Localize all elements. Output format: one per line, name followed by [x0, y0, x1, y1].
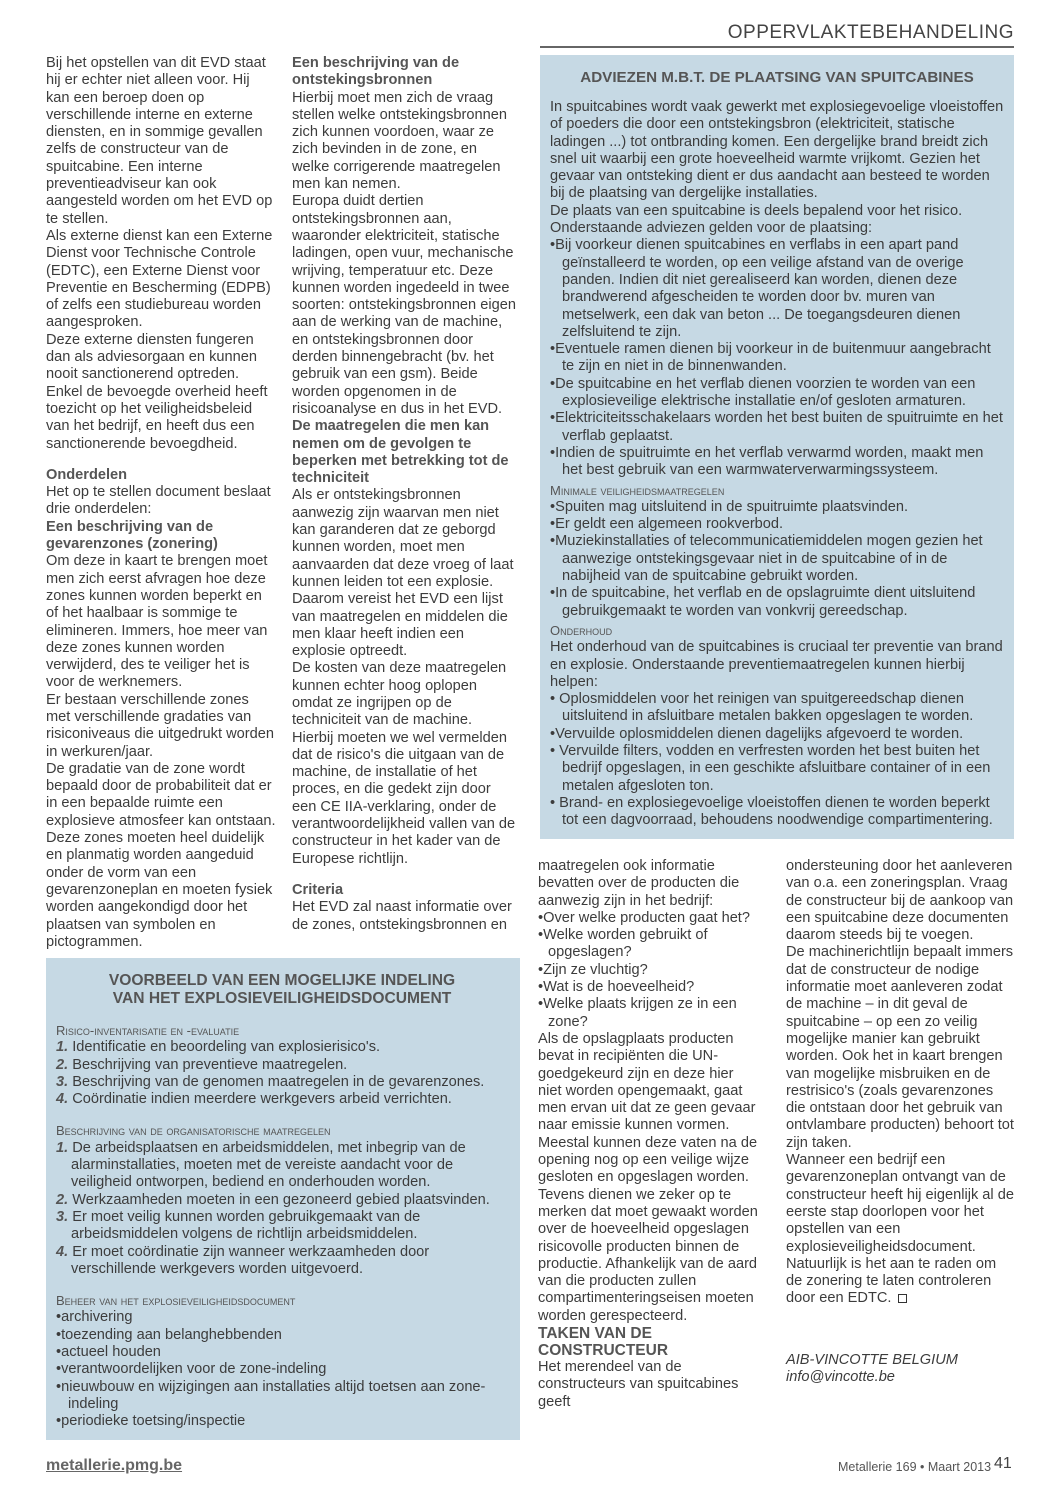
paragraph: Enkel de bevoegde overheid heeft toezicht op het veiligheidsbeleid van het bedrijf, en heeft dus een sanctionerende bevoegdheid.	[46, 383, 268, 452]
paragraph: Het onderhoud van de spuitcabines is cruciaal ter preventie van brand en explosie. Onderstaande preventiemaatregelen kunnen hierbij helpen:	[550, 639, 1003, 690]
paragraph: De machinerichtlijn bepaalt immers dat de constructeur de nodige informatie moet aanleveren zodat de machine – in dit geval de spuitcabine – op een zo veilig mogelijke manier kan gebruikt worden. Ook het in kaart brengen van mogelijke misbruiken en de restrisico's (zoals gevarenzones die ontstaan door het gebruik van ontvlambare producten) behoort tot zijn taken.	[786, 944, 1014, 1151]
paragraph: ondersteuning door het aanleveren van o.a. een zoneringsplan. Vraag de constructeur bij de aankoop van een spuitcabine deze documenten daarom steeds bij te voegen.	[786, 858, 1014, 944]
end-mark-icon	[898, 1294, 907, 1303]
paragraph: De gradatie van de zone wordt bepaald door de probabiliteit dat er in een bepaalde ruimte een explosieve atmosfeer kan ontstaan. Deze zones moeten heel duidelijk en planmatig worden aangeduid onder de vorm van een gevarenzoneplan en moeten fysiek worden aangekondigd door het plaatsen van symbolen en pictogrammen.	[46, 760, 276, 950]
list-item: 4. Er moet coördinatie zijn wanneer werkzaamheden door verschillende werkgevers worden uitgevoerd.	[56, 1243, 430, 1277]
page-number: 41	[994, 1455, 1012, 1472]
paragraph: maatregelen ook informatie bevatten over de producten die aanwezig zijn in het bedrijf:	[538, 858, 740, 909]
list-item: • toezending aan belanghebbenden	[56, 1327, 508, 1344]
sidebar-box-adviezen	[540, 55, 1014, 839]
list-item: 1. De arbeidsplaatsen en arbeidsmiddelen, met inbegrip van de alarminstallaties, moeten met de vereiste aandacht voor de veiligheid ontworpen, bediend en onderhouden worden.	[56, 1139, 466, 1191]
paragraph: Deze externe diensten fungeren dan als adviesorgaan en kunnen nooit sanctionerend optreden.	[46, 331, 257, 383]
list-item: • Spuiten mag uitsluitend in de spuitruimte plaatsvinden.	[550, 499, 1004, 516]
list-item: • Vervuilde oplosmiddelen dienen dagelijks afgevoerd te worden.	[550, 726, 1004, 743]
paragraph: De kosten van deze maatregelen kunnen echter hoog oplopen omdat ze ingrijpen op de techniciteit van de machine.	[292, 660, 507, 729]
numbered-list-organisatorisch	[56, 1140, 508, 1278]
paragraph: Er bestaan verschillende zones met verschillende gradaties van risiconiveaus die uitgedrukt worden in werkuren/jaar.	[46, 691, 274, 760]
paragraph: Als externe dienst kan een Externe Dienst voor Technische Controle (EDTC), een Externe Dienst voor Preventie en Bescherming (EDPB) of zelfs een studiebureau worden aangesproken.	[46, 227, 273, 331]
paragraph: Hierbij moeten we wel vermelden dat de risico's die uitgaan van de machine, de installatie of het proces, en die gedekt zijn door een CE IIA-verklaring, onder de verantwoordelijkheid vallen van de constructeur in het kader van de Europese richtlijn.	[292, 729, 516, 867]
list-item: • Welke worden gebruikt of opgeslagen?	[538, 927, 760, 962]
author-name: AIB-VINCOTTE BELGIUM	[786, 1351, 958, 1368]
box-title-line-2: VAN HET EXPLOSIEVEILIGHEIDSDOCUMENT	[112, 990, 452, 1007]
heading-rule	[540, 46, 1014, 48]
subheading-organisatorisch: Beschrijving van de organisatorische maatregelen	[56, 1123, 331, 1139]
paragraph: Europa duidt dertien ontstekingsbronnen aan, waaronder elektriciteit, statische ladingen, open vuur, mechanische wrijving, temperatuur etc. Deze kunnen worden ingedeeld in twee soorten: ontstekingsbronnen eigen aan de werking van de machine, en ontstekingsbronnen door derden binnengebracht (bv. het gebruik van een gsm). Beide worden opgenomen in de risicoanalyse en dus in het EVD.	[292, 193, 516, 417]
bullet-list-beheer	[56, 1309, 508, 1430]
bullet-list-producten	[538, 910, 760, 1031]
list-item: • archivering	[56, 1309, 508, 1326]
subheading-onderdelen: Onderdelen	[46, 466, 128, 483]
list-item: • Bij voorkeur dienen spuitcabines en verflabs in een apart pand geïnstalleerd te worden, op een veilige afstand van de overige panden. Indien dit niet gerealiseerd kan worden, dienen deze brandwerend afgescheiden te worden door bv. muren van metselwerk, een dak van beton ... De toegangsdeuren dienen zelfsluitend te zijn.	[550, 237, 1004, 341]
paragraph: Hierbij moet men zich de vraag stellen welke ontstekingsbronnen zich kunnen voordoen, waar ze zich bevinden in de zone, en welke corrigerende maatregelen men kan nemen.	[292, 89, 507, 193]
list-item: • periodieke toetsing/inspectie	[56, 1413, 508, 1430]
list-item: • Vervuilde filters, vodden en verfresten worden het best buiten het bedrijf opgeslagen, in een geschikte afsluitbare container of in een metalen afgesloten ton.	[550, 743, 1004, 795]
paragraph: Bij het opstellen van dit EVD staat hij er echter niet alleen voor. Hij kan een beroep doen op verschillende interne en externe diensten, en in sommige gevallen zelfs de constructeur van de spuitcabine. Een interne preventieadviseur kan ook aangesteld worden om het EVD op te stellen.	[46, 55, 273, 227]
subheading-criteria: Criteria	[292, 881, 344, 898]
paragraph: Natuurlijk is het aan te raden om de zonering te laten controleren door een EDTC.	[786, 1255, 997, 1307]
list-item: • Eventuele ramen dienen bij voorkeur in de buitenmuur aangebracht te zijn en niet in de binnenwanden.	[550, 341, 1004, 376]
column-1	[46, 55, 276, 951]
column-4	[786, 858, 1014, 1386]
list-item: • Zijn ze vluchtig?	[538, 962, 760, 979]
paragraph: Wanneer een bedrijf een gevarenzoneplan ontvangt van de constructeur heeft hij eigenlijk al de eerste stap doorlopen voor het opstellen van een explosieveiligheidsdocument.	[786, 1152, 1014, 1255]
box-title	[56, 972, 508, 1008]
list-item: • verantwoordelijken voor de zone-indeling	[56, 1361, 508, 1378]
column-3	[538, 858, 760, 1411]
paragraph: Het op te stellen document beslaat drie onderdelen:	[46, 484, 271, 518]
list-item: • Er geldt een algemeen rookverbod.	[550, 516, 1004, 533]
subheading-onderhoud: Onderhoud	[550, 622, 613, 638]
subheading-ontstekingsbronnen: Een beschrijving van de ontstekingsbronnen	[292, 55, 460, 89]
paragraph: Het merendeel van de constructeurs van spuitcabines geeft	[538, 1359, 739, 1410]
list-item: • Oplosmiddelen voor het reinigen van spuitgereedschap dienen uitsluitend in afsluitbare metalen bakken opgeslagen te worden.	[550, 691, 1004, 726]
list-item: • Indien de spuitruimte en het verflab verwarmd worden, maakt men het best gebruik van een warmwaterverwarmingssysteem.	[550, 445, 1004, 480]
list-item: • Welke plaats krijgen ze in een zone?	[538, 996, 760, 1031]
subheading-taken: TAKEN VAN DE CONSTRUCTEUR	[538, 1325, 669, 1360]
box-title: ADVIEZEN M.B.T. DE PLAATSING VAN SPUITCABINES	[580, 69, 974, 86]
bullet-list-plaatsing	[550, 237, 1004, 479]
paragraph: Het EVD zal naast informatie over de zones, ontstekingsbronnen en	[292, 899, 512, 933]
list-item: • Muziekinstallaties of telecommunicatiemiddelen mogen gezien het aanwezige ontstekingsgevaar niet in de spuitcabine of in de nabijheid van de spuitcabine gebruikt worden.	[550, 533, 1004, 585]
paragraph: Als de opslagplaats producten bevat in recipiënten die UN-goedgekeurd zijn en deze hier niet worden opengemaakt, gaat men ervan uit dat ze geen gevaar naar emissie kunnen vormen. Meestal kunnen deze vaten na de opening nog op een veilige wijze gesloten en opgeslagen worden. Tevens dienen we zeker op te merken dat moet gewaakt worden over de hoeveelheid opgeslagen risicovolle producten binnen de productie. Afhankelijk van de aard van die producten zullen compartimenteringseisen moeten worden gerespecteerd.	[538, 1030, 758, 1324]
list-item: • De spuitcabine en het verflab dienen voorzien te worden van een explosieveilige elektrische installatie en/of gesloten armaturen.	[550, 376, 1004, 411]
subheading-minimale: Minimale veiligheidsmaatregelen	[550, 482, 725, 498]
list-item: • Over welke producten gaat het?	[538, 910, 760, 927]
paragraph: In spuitcabines wordt vaak gewerkt met explosiegevoelige vloeistoffen of poeders die door een ontstekingsbron (elektriciteit, statische ladingen ...) tot ontbranding komen. Een dergelijke brand breidt zich snel uit waarbij een grote hoeveelheid warmte vrijkomt. Gezien het gevaar van ontsteking dient er dus aandacht aan besteed te worden bij de plaatsing van dergelijke installaties.	[550, 99, 1004, 202]
subheading-beheer: Beheer van het explosieveiligheidsdocument	[56, 1293, 296, 1309]
list-item: • nieuwbouw en wijzigingen aan installaties altijd toetsen aan zone-indeling	[56, 1379, 508, 1414]
footer-site-link[interactable]: metallerie.pmg.be	[46, 1457, 183, 1474]
footer-issue: Metallerie 169 • Maart 2013	[838, 1460, 992, 1474]
list-item: 1. Identificatie en beoordeling van explosierisico's.	[56, 1039, 381, 1056]
subheading-maatregelen: De maatregelen die men kan nemen om de gevolgen te beperken met betrekking tot de techniciteit	[292, 418, 509, 487]
list-item: • Wat is de hoeveelheid?	[538, 979, 760, 996]
list-item: 4. Coördinatie indien meerdere werkgevers arbeid verrichten.	[56, 1091, 452, 1108]
list-item: • actueel houden	[56, 1344, 508, 1361]
list-item: 3. Er moet veilig kunnen worden gebruikgemaakt van de arbeidsmiddelen volgens de richtlijn arbeidsmiddelen.	[56, 1208, 421, 1243]
list-item: 3. Beschrijving van de genomen maatregelen in de gevarenzones.	[56, 1073, 485, 1090]
box-title-line-1: VOORBEELD VAN EEN MOGELIJKE INDELING	[108, 972, 456, 989]
paragraph: Als er ontstekingsbronnen aanwezig zijn waarvan men niet kan garanderen dat ze geborgd kunnen worden, moet men aanvaarden dat deze vroeg of laat kunnen leiden tot een explosie. Daarom vereist het EVD een lijst van maatregelen en middelen die men klaar heeft indien een explosie optreedt.	[292, 487, 514, 660]
sidebar-box-voorbeeld	[46, 958, 520, 1440]
column-2	[292, 55, 518, 934]
bullet-list-onderhoud	[550, 691, 1004, 829]
list-item: • Brand- en explosiegevoelige vloeistoffen dienen te worden beperkt tot een dagvoorraad, behoudens noodwendige compartimentering.	[550, 795, 1004, 830]
numbered-list-risico	[56, 1039, 508, 1108]
list-item: 2. Beschrijving van preventieve maatregelen.	[56, 1056, 348, 1073]
list-item: • Elektriciteitsschakelaars worden het best buiten de spuitruimte en het verflab geplaatst.	[550, 410, 1004, 445]
author-signature	[786, 1352, 1014, 1387]
author-email: info@vincotte.be	[786, 1369, 895, 1386]
subheading-risico: Risico-inventarisatie en -evaluatie	[56, 1023, 240, 1038]
section-heading: OPPERVLAKTEBEHANDELING	[727, 22, 1014, 43]
list-item: • In de spuitcabine, het verflab en de opslagruimte dient uitsluitend gebruikgemaakt te worden van vonkvrij gereedschap.	[550, 585, 1004, 620]
list-item: 2. Werkzaamheden moeten in een gezoneerd gebied plaatsvinden.	[56, 1191, 490, 1208]
paragraph: Om deze in kaart te brengen moet men zich eerst afvragen hoe deze zones kunnen worden beperkt en of het haalbaar is sommige te elimineren. Immers, hoe meer van deze zones kunnen worden verwijderd, des te veiliger het is voor de werknemers.	[46, 553, 268, 691]
paragraph: De plaats van een spuitcabine is deels bepalend voor het risico. Onderstaande adviezen gelden voor de plaatsing:	[550, 202, 963, 237]
bullet-list-minimale	[550, 499, 1004, 620]
subheading-gevarenzones: Een beschrijving van de gevarenzones (zonering)	[46, 518, 218, 553]
